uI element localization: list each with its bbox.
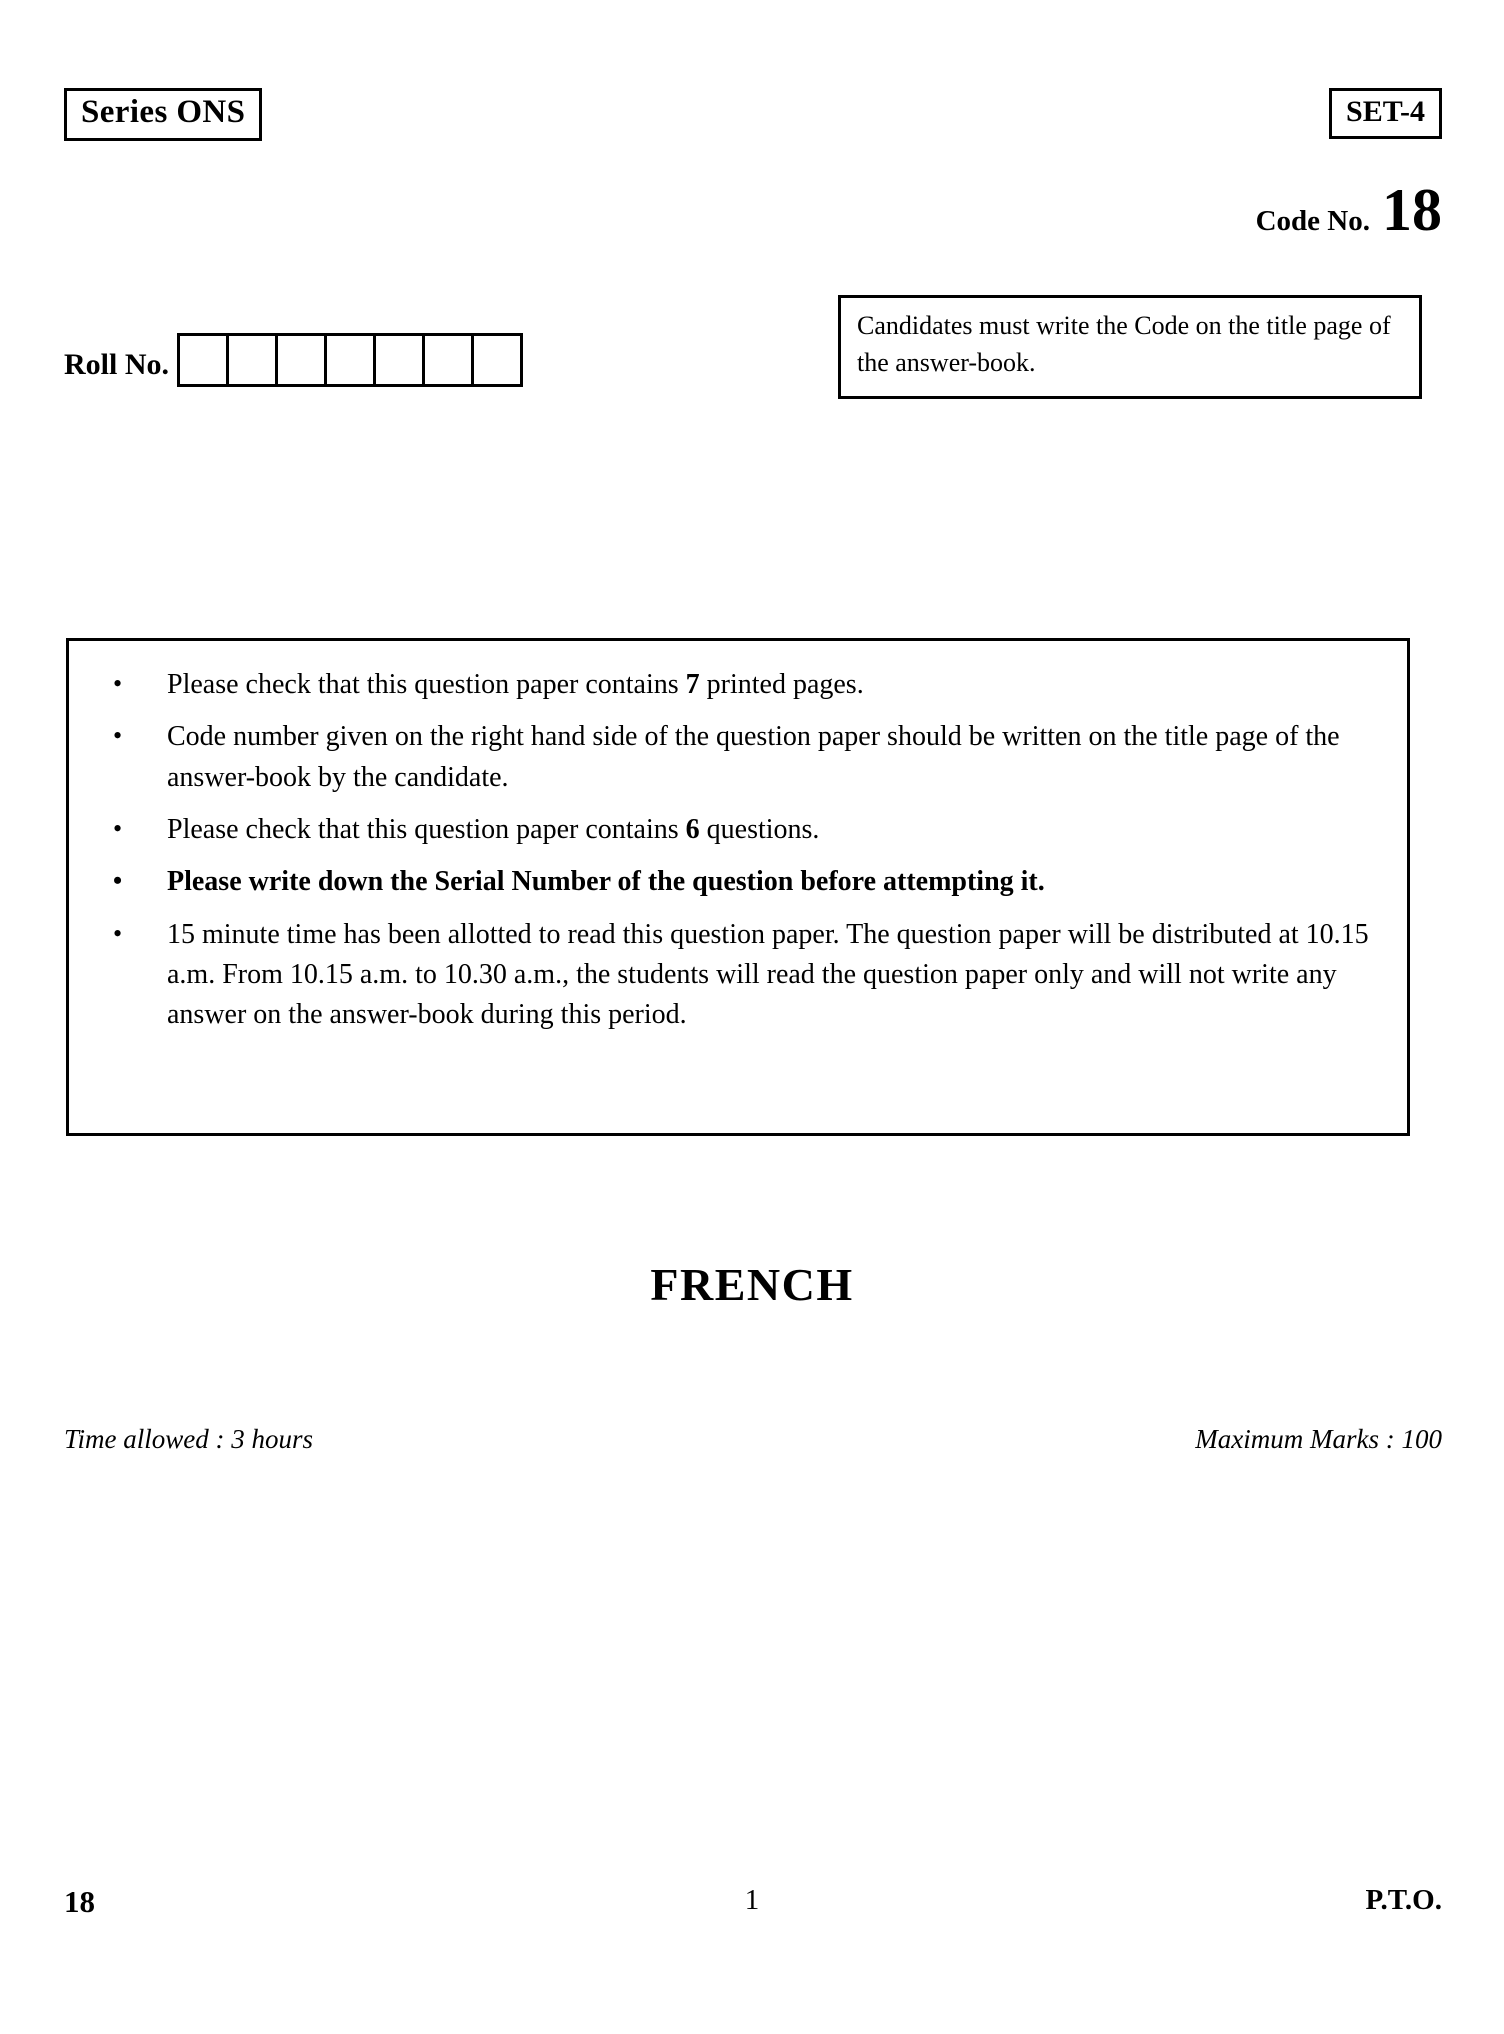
candidate-code-note	[838, 295, 1422, 399]
bullet-icon: •	[113, 813, 123, 843]
code-number-block	[1255, 177, 1442, 243]
bullet-icon: •	[113, 721, 123, 751]
roll-number-cell[interactable]	[425, 336, 474, 384]
instruction-item-printed-pages	[91, 665, 1385, 705]
instruction-item-question-count	[91, 810, 1385, 850]
footer-turn-over: P.T.O.	[1365, 1884, 1442, 1916]
roll-number-cell[interactable]	[376, 336, 425, 384]
footer-paper-code: 18	[64, 1884, 95, 1919]
instructions-list	[91, 665, 1385, 1036]
roll-number-boxes[interactable]	[177, 333, 523, 387]
instruction-item-code-number	[91, 717, 1385, 798]
roll-number-cell[interactable]	[474, 336, 520, 384]
bullet-icon: •	[113, 866, 123, 896]
code-no-label: Code No.	[1255, 205, 1370, 237]
candidate-code-note-text: Candidates must write the Code on the title page of the answer-book.	[857, 311, 1391, 377]
subject-title: FRENCH	[650, 1259, 854, 1310]
roll-number-cell[interactable]	[180, 336, 229, 384]
instruction-text: Please write down the Serial Number of the question before attempting it.	[167, 866, 1045, 898]
roll-number-cell[interactable]	[327, 336, 376, 384]
instructions-box	[66, 638, 1410, 1136]
roll-number-cell[interactable]	[278, 336, 327, 384]
maximum-marks: Maximum Marks : 100	[1195, 1424, 1442, 1454]
instruction-text: Code number given on the right hand side of the question paper should be written on the title page of the answer-book by the candidate.	[167, 721, 1340, 793]
roll-number-cell[interactable]	[229, 336, 278, 384]
instruction-text: 15 minute time has been allotted to read this question paper. The question paper will be distributed at 10.15 a.m. From 10.15 a.m. to 10.30 a.m., the students will read the question paper only and will not write any answer on the answer-book during this period.	[167, 918, 1369, 1031]
page-title	[0, 1258, 1504, 1311]
set-box	[1329, 88, 1442, 139]
instruction-text: Please check that this question paper contains 6 questions.	[167, 813, 820, 845]
roll-number-label: Roll No.	[64, 348, 169, 381]
instruction-item-reading-time	[91, 915, 1385, 1036]
instruction-item-serial-number	[91, 862, 1385, 902]
roll-number-field[interactable]	[64, 333, 523, 387]
bullet-icon: •	[113, 669, 123, 698]
series-label: Series ONS	[81, 94, 246, 130]
series-box	[64, 88, 262, 141]
time-allowed: Time allowed : 3 hours	[64, 1424, 314, 1454]
code-no-value: 18	[1382, 177, 1442, 243]
set-label: SET-4	[1346, 95, 1425, 128]
footer-page-number: 1	[744, 1884, 760, 1916]
instruction-text: Please check that this question paper contains 7 printed pages.	[167, 669, 864, 700]
bullet-icon: •	[113, 918, 123, 948]
